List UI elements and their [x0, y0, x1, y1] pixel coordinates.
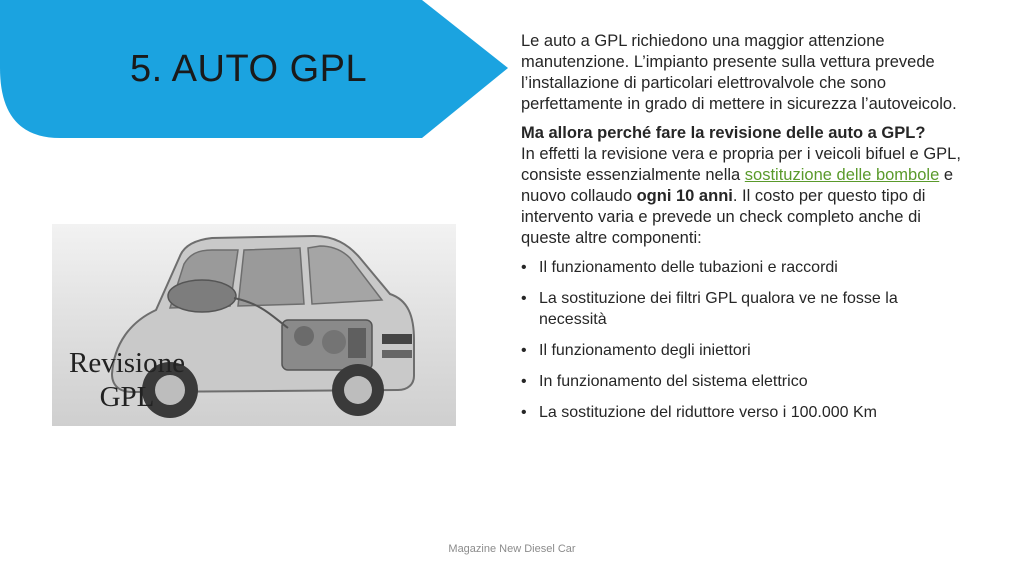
- list-item: • In funzionamento del sistema elettrico: [521, 371, 961, 392]
- ten-years-bold: ogni 10 anni: [636, 187, 733, 205]
- paragraph2-part-c: . Il costo per questo tipo di intervento varia e prevede un check completo anche di queste altre componenti:: [521, 187, 926, 247]
- footer-text: Magazine New Diesel Car: [448, 543, 576, 555]
- image-caption-line1: Revisione: [69, 347, 185, 379]
- image-caption: [52, 346, 202, 414]
- image-caption-line2: GPL: [99, 381, 155, 413]
- intro-paragraph: Le auto a GPL richiedono una maggior attenzione manutenzione. L’impianto presente sulla vettura prevede l’installazione di particolari elettrovalvole che sono perfettamente in grado di mettere in sicurezza l’autoveicolo.: [521, 32, 957, 113]
- paragraph2-part-b: e nuovo collaudo: [521, 166, 954, 205]
- list-item: • La sostituzione del riduttore verso i 100.000 Km: [521, 402, 961, 423]
- check-list: [521, 257, 961, 423]
- page-title: 5. AUTO GPL: [130, 48, 368, 90]
- list-item: • La sostituzione dei filtri GPL qualora ve ne fosse la necessità: [521, 288, 961, 330]
- body-text: [521, 31, 961, 433]
- revision-paragraph: [521, 123, 961, 249]
- bombole-link[interactable]: sostituzione delle bombole: [744, 166, 940, 184]
- list-item: • Il funzionamento delle tubazioni e raccordi: [521, 257, 961, 278]
- list-item: • Il funzionamento degli iniettori: [521, 340, 961, 361]
- title-banner: [0, 0, 510, 138]
- question-heading: Ma allora perché fare la revisione delle auto a GPL?: [521, 124, 926, 142]
- paragraph2-part-a: In effetti la revisione vera e propria per i veicoli bifuel e GPL, consiste essenzialmente nella: [521, 145, 961, 184]
- car-illustration: [52, 224, 456, 426]
